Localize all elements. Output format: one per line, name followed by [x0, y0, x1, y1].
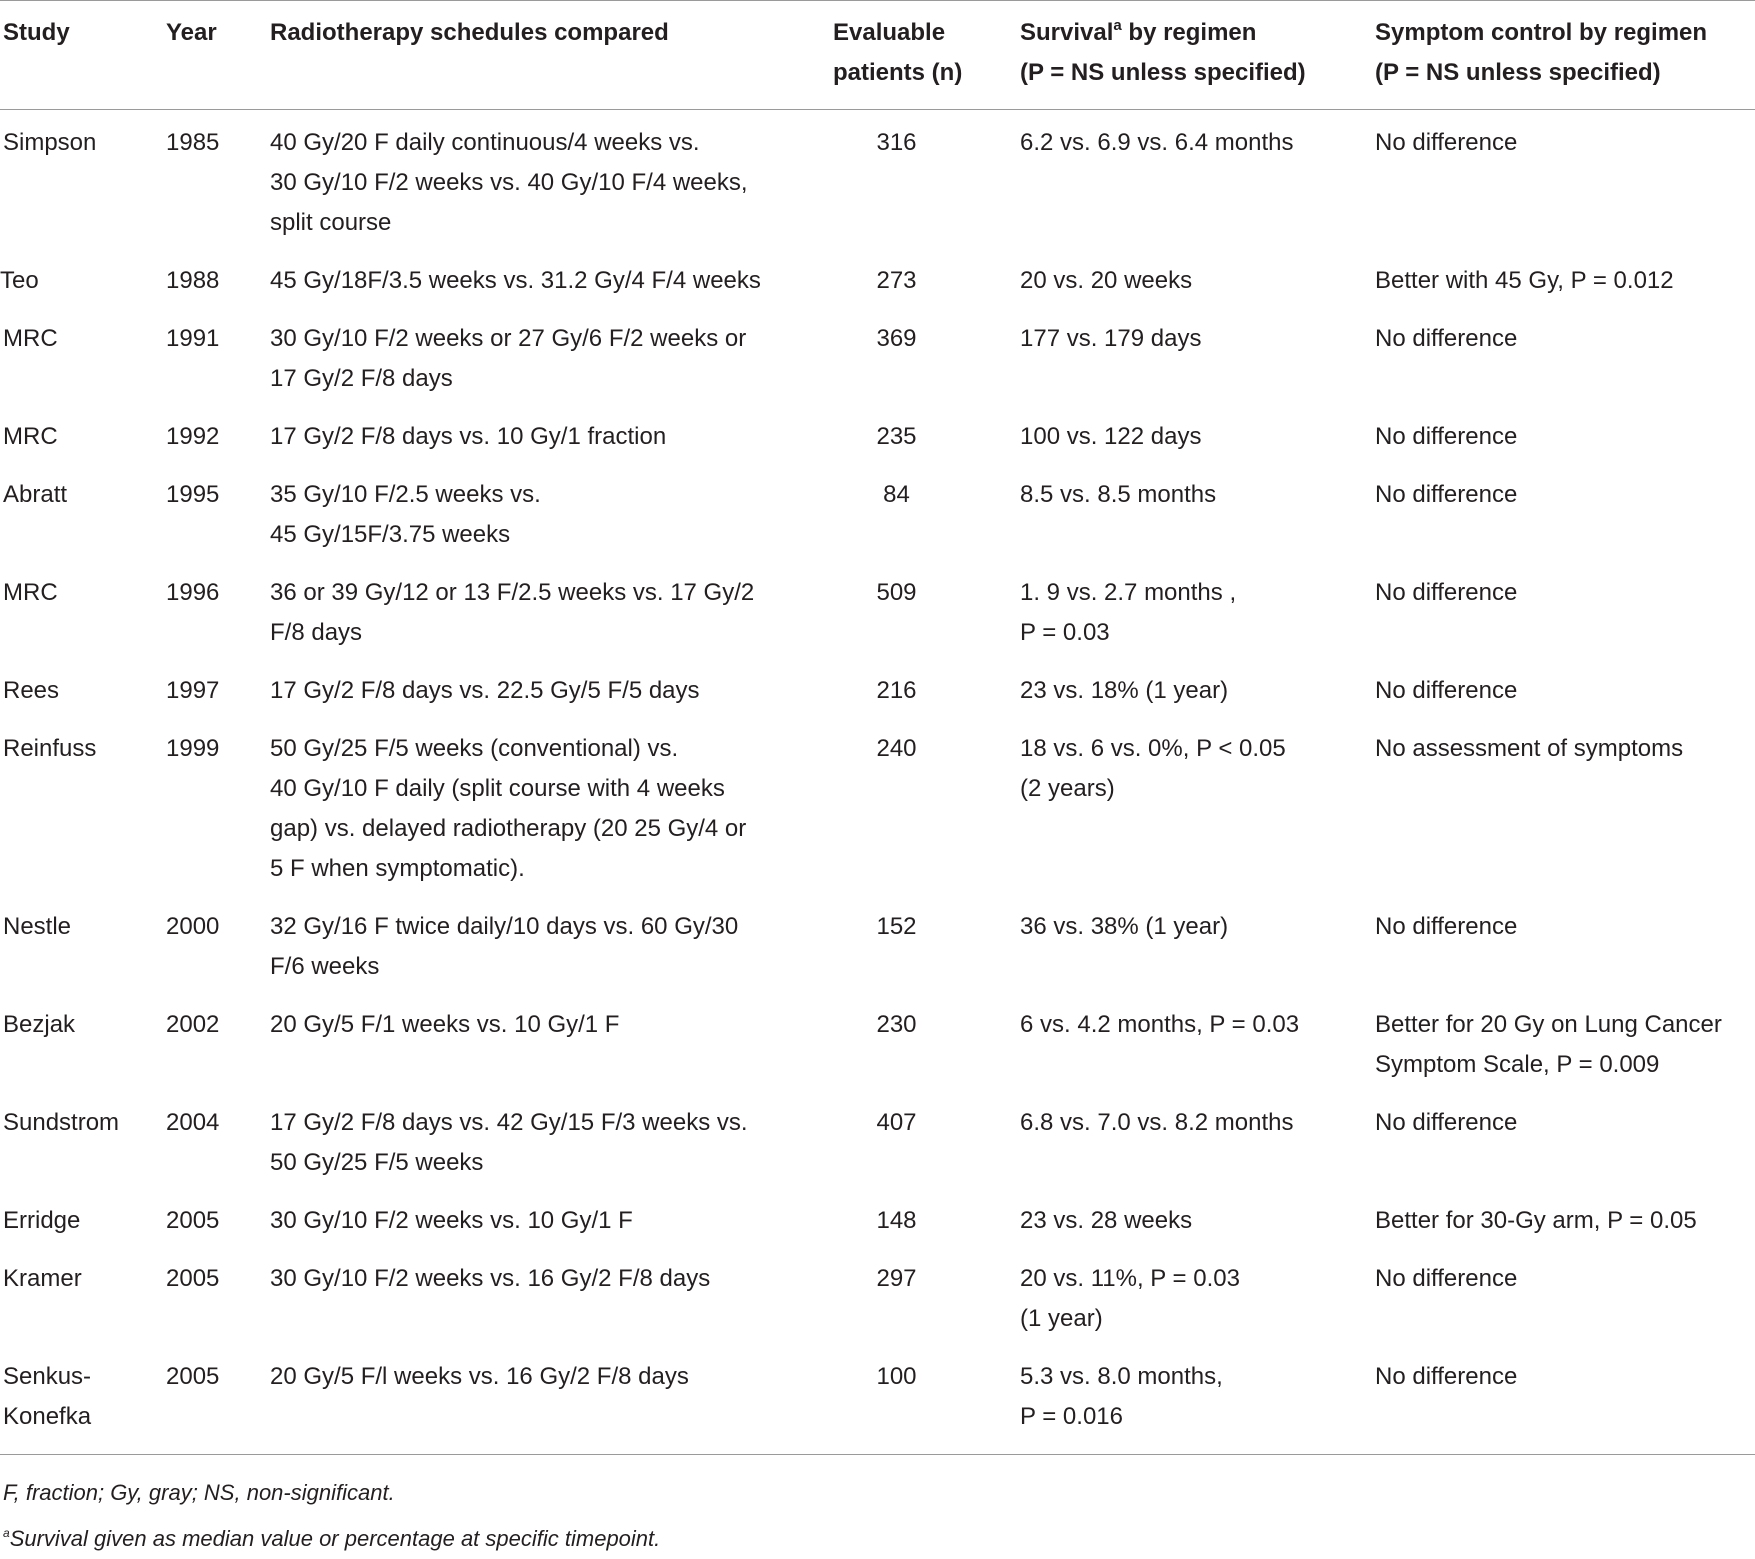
cell-year: 2002 — [166, 1011, 220, 1038]
cell-survival: 23 vs. 28 weeks — [1020, 1207, 1193, 1234]
table-row — [0, 1005, 1755, 1103]
cell-symptom: No difference — [1375, 423, 1518, 450]
cell-year: 1999 — [166, 735, 220, 762]
cell-schedules: 20 Gy/5 F/1 weeks vs. 10 Gy/1 F — [270, 1011, 620, 1038]
table-header — [0, 1, 1755, 110]
header-symptom — [1375, 1, 1755, 110]
cell-evaluable-n: 273 — [876, 267, 917, 294]
cell-evaluable-n: 369 — [876, 325, 917, 352]
cell-symptom: No difference — [1375, 1357, 1755, 1455]
cell-evaluable-n: 100 — [833, 1357, 1020, 1455]
abbreviations-note: F, fraction; Gy, gray; NS, non-significant. — [3, 1480, 395, 1505]
table-row — [0, 573, 1755, 671]
cell-symptom: No difference — [1375, 481, 1518, 508]
cell-schedules: 20 Gy/5 F/l weeks vs. 16 Gy/2 F/8 days — [270, 1357, 833, 1455]
cell-schedules: 45 Gy/18F/3.5 weeks vs. 31.2 Gy/4 F/4 weeks — [270, 267, 761, 294]
header-survival-line2: (P = NS unless specified) — [1020, 59, 1306, 86]
cell-study: Erridge — [3, 1207, 81, 1234]
cell-year: 1995 — [166, 481, 220, 508]
header-evaluable-line1: Evaluable — [833, 19, 946, 46]
cell-schedules: 17 Gy/2 F/8 days vs. 10 Gy/1 fraction — [270, 423, 667, 450]
cell-survival: 6.2 vs. 6.9 vs. 6.4 months — [1020, 129, 1294, 156]
cell-schedules: 50 Gy/25 F/5 weeks (conventional) vs. 40 Gy/10 F daily (split course with 4 weeks gap) vs. delayed radiotherapy (20 25 Gy/4 or 5 F when symptomatic). — [270, 735, 747, 882]
header-row — [0, 1, 1755, 110]
cell-year: 2005 — [166, 1207, 220, 1234]
header-evaluable-line2: patients (n) — [833, 59, 963, 86]
cell-year: 1988 — [166, 267, 220, 294]
table-row — [0, 261, 1755, 319]
cell-survival: 36 vs. 38% (1 year) — [1020, 913, 1229, 940]
cell-evaluable-n: 509 — [876, 579, 917, 606]
cell-schedules: 32 Gy/16 F twice daily/10 days vs. 60 Gy/30 F/6 weeks — [270, 913, 739, 980]
cell-schedules: 36 or 39 Gy/12 or 13 F/2.5 weeks vs. 17 Gy/2 F/8 days — [270, 579, 755, 646]
cell-study: Abratt — [3, 481, 68, 508]
cell-year: 1985 — [166, 129, 220, 156]
cell-year: 1996 — [166, 579, 220, 606]
cell-symptom: Better with 45 Gy, P = 0.012 — [1375, 267, 1674, 294]
table-body — [0, 110, 1755, 1455]
cell-study: Sundstrom — [3, 1109, 120, 1136]
cell-symptom: No assessment of symptoms — [1375, 735, 1684, 762]
table-row — [0, 1357, 1755, 1455]
cell-survival: 20 vs. 11%, P = 0.03 (1 year) — [1020, 1265, 1240, 1332]
cell-year: 1992 — [166, 423, 220, 450]
cell-survival: 8.5 vs. 8.5 months — [1020, 481, 1217, 508]
cell-symptom: No difference — [1375, 677, 1518, 704]
cell-symptom: Better for 30-Gy arm, P = 0.05 — [1375, 1207, 1697, 1234]
cell-survival: 23 vs. 18% (1 year) — [1020, 677, 1229, 704]
table-row — [0, 729, 1755, 907]
cell-evaluable-n: 152 — [876, 913, 917, 940]
cell-schedules: 17 Gy/2 F/8 days vs. 22.5 Gy/5 F/5 days — [270, 677, 700, 704]
cell-study: Kramer — [3, 1265, 82, 1292]
cell-study: MRC — [3, 325, 58, 352]
cell-survival: 6.8 vs. 7.0 vs. 8.2 months — [1020, 1109, 1294, 1136]
cell-study: Reinfuss — [3, 735, 97, 762]
table-row — [0, 417, 1755, 475]
cell-evaluable-n: 84 — [883, 481, 910, 508]
cell-year: 2004 — [166, 1109, 220, 1136]
cell-study: Nestle — [3, 913, 72, 940]
cell-study: MRC — [3, 579, 58, 606]
header-study: Study — [0, 1, 166, 110]
cell-symptom: No difference — [1375, 1109, 1518, 1136]
cell-evaluable-n: 148 — [876, 1207, 917, 1234]
cell-evaluable-n: 216 — [876, 677, 917, 704]
cell-evaluable-n: 230 — [876, 1011, 917, 1038]
cell-symptom: No difference — [1375, 325, 1518, 352]
cell-evaluable-n: 316 — [876, 129, 917, 156]
cell-study: MRC — [3, 423, 58, 450]
table-row — [0, 1259, 1755, 1357]
cell-evaluable-n: 407 — [876, 1109, 917, 1136]
footnote-marker: a — [3, 1526, 10, 1540]
table-row — [0, 110, 1755, 262]
cell-schedules: 30 Gy/10 F/2 weeks vs. 16 Gy/2 F/8 days — [270, 1265, 711, 1292]
cell-study: Simpson — [3, 129, 97, 156]
cell-symptom: No difference — [1375, 1265, 1518, 1292]
cell-study: Senkus- Konefka — [0, 1357, 166, 1455]
cell-symptom: No difference — [1375, 579, 1518, 606]
cell-survival: 18 vs. 6 vs. 0%, P < 0.05 (2 years) — [1020, 735, 1286, 802]
cell-survival: 20 vs. 20 weeks — [1020, 267, 1193, 294]
cell-year: 1997 — [166, 677, 220, 704]
header-year: Year — [166, 1, 270, 110]
cell-study: Rees — [3, 677, 60, 704]
cell-evaluable-n: 297 — [876, 1265, 917, 1292]
table-row — [0, 319, 1755, 417]
table-row — [0, 907, 1755, 1005]
cell-schedules: 30 Gy/10 F/2 weeks or 27 Gy/6 F/2 weeks or 17 Gy/2 F/8 days — [270, 325, 747, 392]
cell-symptom: No difference — [1375, 129, 1518, 156]
table-row — [0, 475, 1755, 573]
cell-study: Bezjak — [3, 1011, 76, 1038]
table-row — [0, 1201, 1755, 1259]
cell-symptom: No difference — [1375, 913, 1518, 940]
cell-schedules: 17 Gy/2 F/8 days vs. 42 Gy/15 F/3 weeks vs. 50 Gy/25 F/5 weeks — [270, 1109, 748, 1176]
footnote-marker-a: a — [1113, 17, 1122, 34]
survival-footnote: $^a$Survival given as median value or percentage at specific timepoint. — [3, 1526, 661, 1551]
table-row — [0, 671, 1755, 729]
cell-schedules: 40 Gy/20 F daily continuous/4 weeks vs. 30 Gy/10 F/2 weeks vs. 40 Gy/10 F/4 weeks, split course — [270, 129, 748, 236]
header-symptom-line2: (P = NS unless specified) — [1375, 59, 1661, 86]
cell-study: Teo — [0, 267, 39, 294]
cell-survival: 1. 9 vs. 2.7 months , P = 0.03 — [1020, 579, 1237, 646]
header-survival — [1020, 1, 1375, 110]
cell-survival: 6 vs. 4.2 months, P = 0.03 — [1020, 1011, 1300, 1038]
cell-evaluable-n: 240 — [876, 735, 917, 762]
cell-survival: 100 vs. 122 days — [1020, 423, 1202, 450]
header-symptom-line1: Symptom control by regimen — [1375, 19, 1708, 46]
cell-year: 2005 — [166, 1357, 270, 1455]
cell-survival: 177 vs. 179 days — [1020, 325, 1202, 352]
cell-survival: 5.3 vs. 8.0 months, P = 0.016 — [1020, 1357, 1375, 1455]
table-footnotes — [3, 1473, 1743, 1559]
cell-year: 2005 — [166, 1265, 220, 1292]
cell-year: 1991 — [166, 325, 220, 352]
header-schedules: Radiotherapy schedules compared — [270, 1, 833, 110]
cell-schedules: 30 Gy/10 F/2 weeks vs. 10 Gy/1 F — [270, 1207, 633, 1234]
header-evaluable — [833, 1, 1020, 110]
cell-symptom: Better for 20 Gy on Lung Cancer Symptom Scale, P = 0.009 — [1375, 1011, 1722, 1078]
cell-schedules: 35 Gy/10 F/2.5 weeks vs. 45 Gy/15F/3.75 weeks — [270, 481, 541, 548]
cell-year: 2000 — [166, 913, 220, 940]
table-row — [0, 1103, 1755, 1201]
header-survival-line1: Survival$^a$ by regimen — [1020, 17, 1257, 46]
cell-evaluable-n: 235 — [876, 423, 917, 450]
